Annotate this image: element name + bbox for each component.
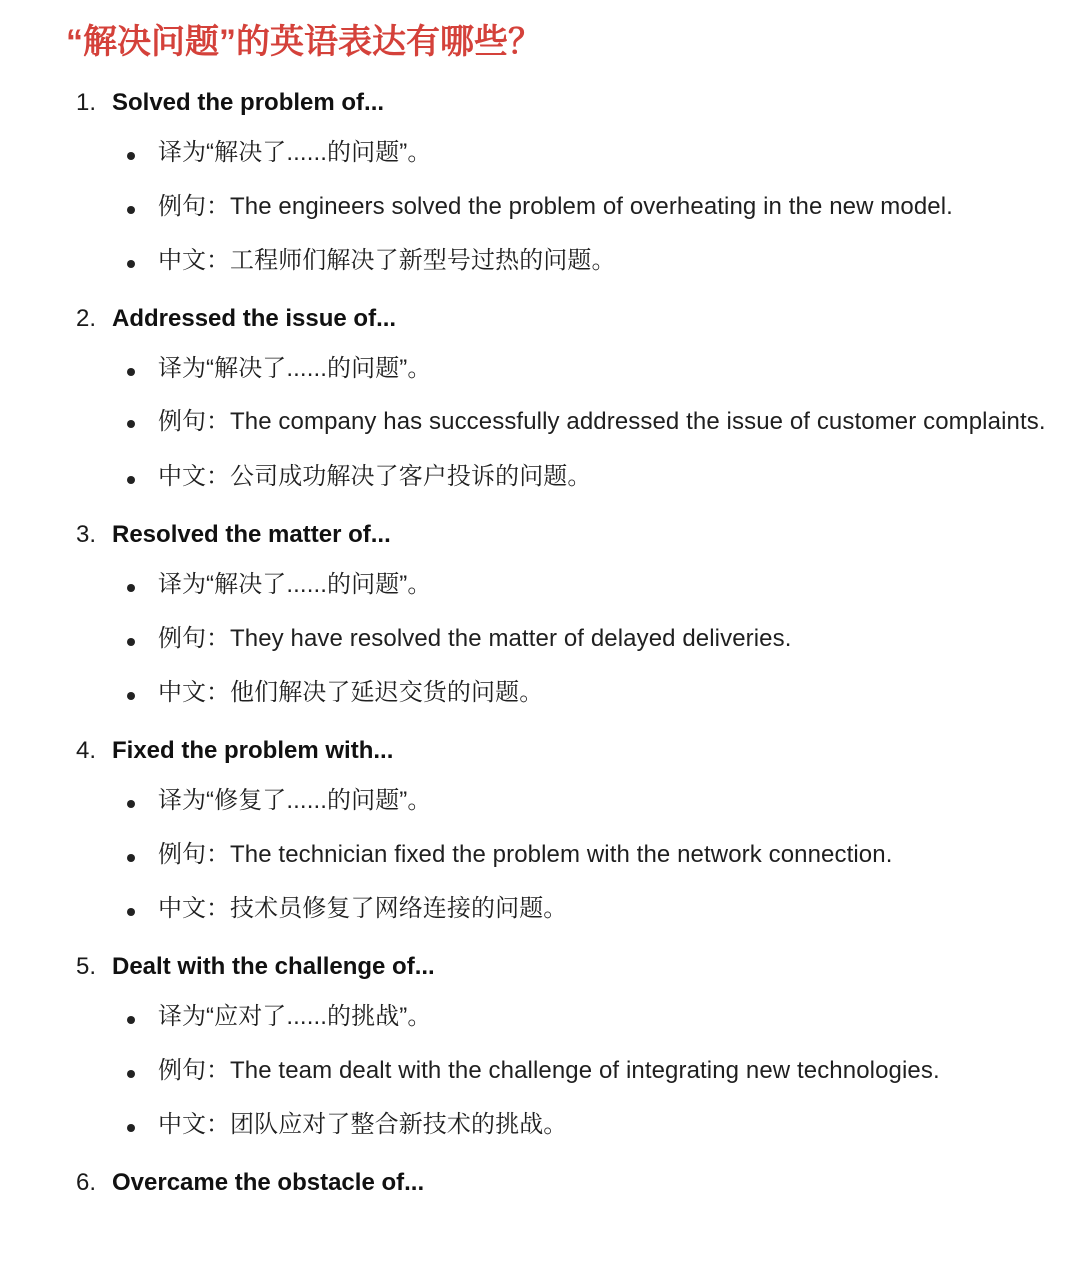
bullet-label: 中文： [158,247,230,274]
detail-list [0,342,1069,504]
bullet-label: 译为 [158,571,206,598]
bullet-dot-icon [127,908,135,916]
translation-bullet [0,774,1069,828]
bullet-dot-icon [127,854,135,862]
expression-phrase: Fixed the problem with... [112,737,394,764]
bullet-text: “应对了......的挑战”。 [206,1003,432,1030]
expression-heading [0,944,1069,990]
detail-list [0,774,1069,936]
item-number: 3. [76,521,97,548]
bullet-dot-icon [127,206,135,214]
bullet-label: 中文： [158,679,230,706]
bullet-text: 工程师们解决了新型号过热的问题。 [230,247,616,274]
expression-phrase: Addressed the issue of... [112,305,397,332]
bullet-text: “解决了......的问题”。 [206,139,432,166]
expression-item [0,512,1069,720]
bullet-label: 例句： [158,193,230,220]
bullet-text: “解决了......的问题”。 [206,571,432,598]
translation-bullet [0,342,1069,396]
bullet-dot-icon [127,1124,135,1132]
bullet-label: 例句： [158,625,230,652]
example-bullet [0,180,1069,234]
item-number: 6. [76,1169,97,1196]
bullet-text: “修复了......的问题”。 [206,787,432,814]
expression-heading [0,728,1069,774]
expression-item [0,1160,1069,1206]
bullet-dot-icon [127,1070,135,1078]
bullet-text: The company has successfully addressed the issue of customer complaints. [230,408,1046,435]
expression-phrase: Resolved the matter of... [112,521,391,548]
detail-list [0,558,1069,720]
chinese-bullet [0,666,1069,720]
bullet-dot-icon [127,152,135,160]
item-number: 1. [76,89,97,116]
bullet-label: 译为 [158,139,206,166]
expression-phrase: Overcame the obstacle of... [112,1169,425,1196]
page-title: “解决问题”的英语表达有哪些？ [66,23,542,61]
translation-bullet [0,558,1069,612]
chinese-bullet [0,1098,1069,1152]
bullet-label: 例句： [158,1057,230,1084]
bullet-label: 中文： [158,1111,230,1138]
expression-heading [0,296,1069,342]
expression-heading [0,512,1069,558]
item-number: 2. [76,305,97,332]
expression-list [0,80,1069,1214]
bullet-dot-icon [127,1016,135,1024]
expression-phrase: Solved the problem of... [112,89,385,116]
example-bullet [0,612,1069,666]
chinese-bullet [0,450,1069,504]
chinese-bullet [0,234,1069,288]
bullet-dot-icon [127,692,135,700]
bullet-text: The engineers solved the problem of overheating in the new model. [230,193,953,220]
translation-bullet [0,126,1069,180]
bullet-dot-icon [127,800,135,808]
expression-heading [0,1160,1069,1206]
example-bullet [0,828,1069,882]
bullet-label: 译为 [158,355,206,382]
bullet-text: The team dealt with the challenge of integrating new technologies. [230,1057,940,1084]
example-bullet [0,396,1069,450]
bullet-text: They have resolved the matter of delayed deliveries. [230,625,792,652]
bullet-dot-icon [127,476,135,484]
detail-list [0,990,1069,1152]
detail-list [0,126,1069,288]
expression-item [0,296,1069,504]
chinese-bullet [0,882,1069,936]
bullet-text: 公司成功解决了客户投诉的问题。 [230,463,592,490]
bullet-label: 中文： [158,463,230,490]
item-number: 4. [76,737,97,764]
expression-item [0,80,1069,288]
expression-phrase: Dealt with the challenge of... [112,953,435,980]
bullet-text: 团队应对了整合新技术的挑战。 [230,1111,568,1138]
expression-item [0,728,1069,936]
expression-heading [0,80,1069,126]
bullet-dot-icon [127,260,135,268]
translation-bullet [0,990,1069,1044]
bullet-label: 译为 [158,1003,206,1030]
bullet-dot-icon [127,420,135,428]
bullet-text: 技术员修复了网络连接的问题。 [230,895,568,922]
bullet-dot-icon [127,638,135,646]
bullet-label: 例句： [158,408,230,435]
bullet-text: 他们解决了延迟交货的问题。 [230,679,544,706]
bullet-label: 例句： [158,841,230,868]
expression-item [0,944,1069,1152]
bullet-text: “解决了......的问题”。 [206,355,432,382]
bullet-dot-icon [127,584,135,592]
example-bullet [0,1044,1069,1098]
bullet-text: The technician fixed the problem with the network connection. [230,841,893,868]
bullet-dot-icon [127,368,135,376]
bullet-label: 中文： [158,895,230,922]
bullet-label: 译为 [158,787,206,814]
item-number: 5. [76,953,97,980]
